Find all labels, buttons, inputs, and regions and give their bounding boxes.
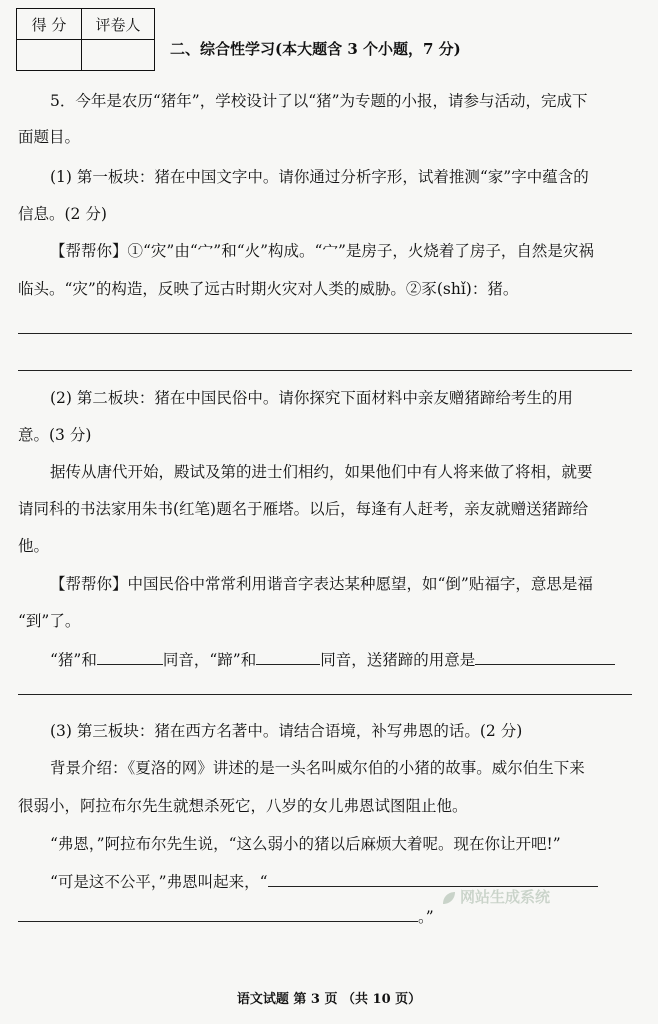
answer-line-2[interactable]	[18, 370, 632, 371]
blank-meaning[interactable]	[475, 648, 615, 665]
blank-ti[interactable]	[256, 648, 320, 665]
fill-text-c: 同音，送猪蹄的用意是	[320, 651, 476, 669]
fill-blank-line	[50, 648, 632, 671]
watermark-text: 网站生成系统	[460, 888, 551, 906]
answer-line-1[interactable]	[18, 333, 632, 334]
background-line2: 很弱小，阿拉布尔先生就想杀死它，八岁的女儿弗恩试图阻止他。	[18, 797, 468, 815]
grader-label: 评卷人	[82, 9, 155, 40]
blank-zhu[interactable]	[97, 648, 163, 665]
page-footer: 语文试题 第 3 页 （共 10 页）	[236, 992, 422, 1007]
grader-cell[interactable]	[82, 40, 155, 71]
q5-intro-line1: 5．今年是农历“猪年”，学校设计了以“猪”为专题的小报，请参与活动，完成下	[50, 92, 588, 110]
help2-line1: 【帮帮你】中国民俗中常常利用谐音字表达某种愿望，如“倒”贴福字，意思是福	[50, 575, 593, 593]
fill-text-b: 同音，“蹄”和	[162, 651, 257, 669]
material-line2: 请同科的书法家用朱书(红笔)题名于雁塔。以后，每逢有人赶考，亲友就赠送猪蹄给	[18, 500, 589, 518]
score-label: 得 分	[17, 9, 82, 40]
blank-fern-words[interactable]	[268, 870, 598, 887]
q5-part1-line2: 信息。(2 分)	[18, 205, 107, 223]
fill-text-a: “猪”和	[50, 651, 97, 669]
material-line3: 他。	[18, 537, 50, 555]
help1-line2: 临头。“灾”的构造，反映了远古时期火灾对人类的威胁。②豕(shǐ)：猪。	[18, 280, 519, 298]
score-box	[16, 8, 155, 71]
section-title: 二、综合性学习(本大题含 3 个小题，7 分)	[170, 40, 461, 58]
score-cell[interactable]	[17, 40, 82, 71]
quote-line3	[18, 905, 632, 928]
q5-part2-line1: (2) 第二板块：猪在中国民俗中。请你探究下面材料中亲友赠猪蹄给考生的用	[50, 389, 573, 407]
q5-part1-line1: (1) 第一板块：猪在中国文字中。请你通过分析字形，试着推测“家”字中蕴含的	[50, 168, 589, 186]
q5-intro-line2: 面题目。	[18, 128, 81, 146]
q5-part2-line2: 意。(3 分)	[18, 426, 92, 444]
blank-fern-words-cont[interactable]	[18, 905, 418, 922]
quote-line1: “弗恩，”阿拉布尔先生说，“这么弱小的猪以后麻烦大着呢。现在你让开吧!”	[50, 835, 561, 853]
quote-end: 。”	[418, 908, 434, 926]
background-line1: 背景介绍：《夏洛的网》讲述的是一头名叫威尔伯的小猪的故事。威尔伯生下来	[50, 759, 585, 777]
watermark-leaf-icon	[440, 889, 458, 907]
q5-part3: (3) 第三板块：猪在西方名著中。请结合语境，补写弗恩的话。(2 分)	[50, 722, 523, 740]
help1-line1: 【帮帮你】①“灾”由“宀”和“火”构成。“宀”是房子，火烧着了房子，自然是灾祸	[50, 242, 594, 260]
answer-line-3[interactable]	[18, 694, 632, 695]
quote-text: “可是这不公平，”弗恩叫起来，“	[50, 873, 268, 891]
help2-line2: “到”了。	[18, 612, 81, 630]
watermark	[440, 886, 550, 907]
material-line1: 据传从唐代开始，殿试及第的进士们相约，如果他们中有人将来做了将相，就要	[50, 463, 593, 481]
